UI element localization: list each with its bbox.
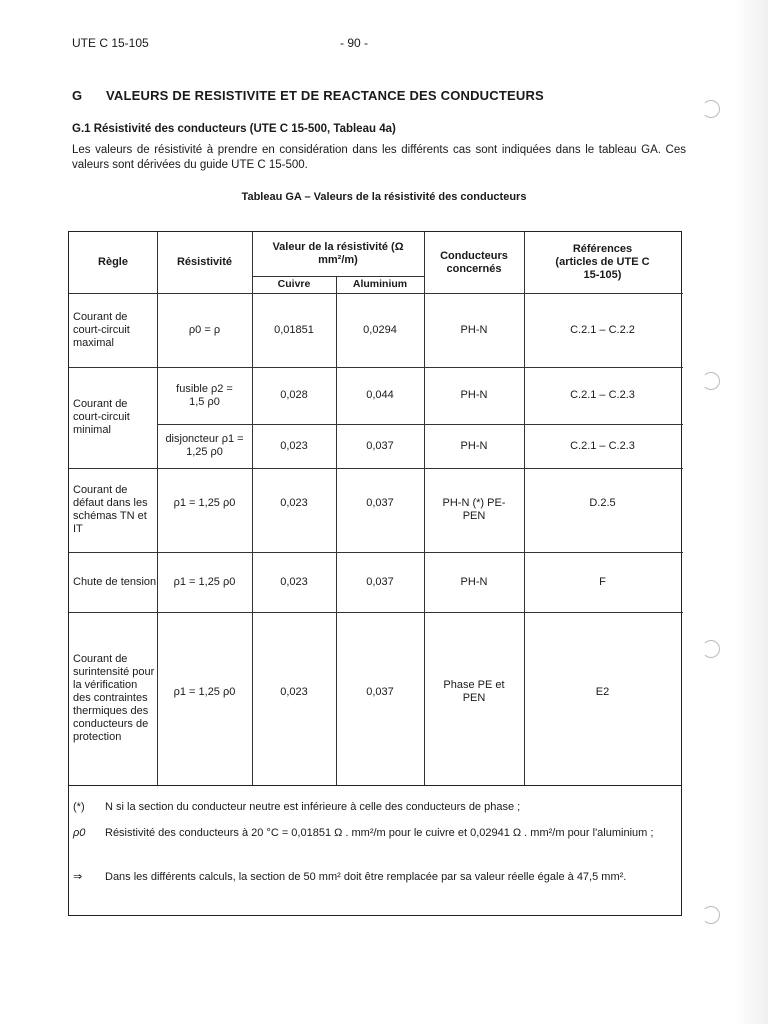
- resistivity-table: [68, 231, 682, 786]
- note-text: Dans les différents calculs, la section de 50 mm² doit être remplacée par sa valeur réelle égale à 47,5 mm².: [105, 871, 627, 883]
- row3-conducteurs: PH-N: [460, 439, 488, 452]
- row1-conducteurs: PH-N: [460, 323, 488, 336]
- row1-resistivite: ρ0 = ρ: [188, 323, 221, 336]
- row1-cuivre: 0,01851: [274, 323, 314, 336]
- note-text: Résistivité des conducteurs à 20 °C = 0,01851 Ω . mm²/m pour le cuivre et 0,02941 Ω . mm²/m pour l'aluminium ;: [105, 827, 654, 839]
- row1-aluminium: 0,0294: [363, 323, 397, 336]
- row6-conducteurs: Phase PE et PEN: [443, 679, 505, 704]
- document-reference: UTE C 15-105: [72, 36, 149, 50]
- row5-aluminium: 0,037: [366, 575, 394, 588]
- header-valeur: Valeur de la résistivité (Ω mm²/m): [272, 241, 404, 266]
- header-regle: Règle: [98, 256, 128, 268]
- page-number: - 90 -: [340, 36, 369, 50]
- header-aluminium: Aluminium: [352, 278, 408, 290]
- row3-references: C.2.1 – C.2.3: [570, 439, 635, 452]
- row2-cuivre: 0,028: [280, 389, 308, 401]
- row5-references: F: [599, 575, 606, 588]
- row2-aluminium: 0,044: [366, 389, 394, 401]
- row2-references: C.2.1 – C.2.3: [570, 389, 635, 401]
- row4-cuivre: 0,023: [280, 496, 308, 509]
- row3-cuivre: 0,023: [280, 439, 308, 452]
- binder-hole-mark: [702, 100, 720, 118]
- binder-hole-mark: [702, 640, 720, 658]
- row4-regle: Courant de défaut dans les schémas TN et IT: [73, 484, 148, 535]
- row5-cuivre: 0,023: [280, 575, 308, 588]
- note-symbol: (*): [73, 801, 85, 813]
- note-text: N si la section du conducteur neutre est inférieure à celle des conducteurs de phase ;: [105, 801, 521, 813]
- row5-regle: Chute de tension: [73, 575, 157, 588]
- row6-resistivite: ρ1 = 1,25 ρ0: [173, 685, 236, 698]
- row3-aluminium: 0,037: [366, 439, 394, 452]
- row4-references: D.2.5: [589, 496, 616, 509]
- row4-aluminium: 0,037: [366, 496, 394, 509]
- section-title: VALEURS DE RESISTIVITE ET DE REACTANCE DES CONDUCTEURS: [106, 88, 544, 103]
- row2-regle: Courant de court-circuit minimal: [73, 398, 130, 436]
- page-edge-shadow: [734, 0, 768, 1024]
- header-resistivite: Résistivité: [176, 256, 233, 268]
- row6-cuivre: 0,023: [280, 685, 308, 698]
- row6-aluminium: 0,037: [366, 685, 394, 698]
- row1-references: C.2.1 – C.2.2: [570, 323, 635, 336]
- note-symbol: ρ0: [73, 827, 86, 839]
- row4-resistivite: ρ1 = 1,25 ρ0: [173, 496, 236, 509]
- intro-paragraph: Les valeurs de résistivité à prendre en considération dans les différents cas sont indiquées dans le tableau GA. Ces valeurs sont dérivées du guide UTE C 15-500.: [72, 144, 686, 171]
- row2-conducteurs: PH-N: [460, 389, 488, 401]
- row3-resistivite: disjoncteur ρ1 = 1,25 ρ0: [165, 433, 244, 458]
- row6-references: E2: [595, 685, 610, 698]
- binder-hole-mark: [702, 372, 720, 390]
- header-references: Références (articles de UTE C 15-105): [555, 243, 650, 281]
- note-symbol: ⇒: [73, 871, 83, 883]
- row4-conducteurs: PH-N (*) PE-PEN: [442, 497, 506, 522]
- header-cuivre: Cuivre: [277, 278, 311, 290]
- row5-conducteurs: PH-N: [460, 575, 488, 588]
- binder-hole-mark: [702, 906, 720, 924]
- table-notes: [68, 785, 682, 916]
- row2-resistivite: fusible ρ2 = 1,5 ρ0: [176, 382, 233, 408]
- row5-resistivite: ρ1 = 1,25 ρ0: [173, 575, 236, 588]
- subsection-title: G.1 Résistivité des conducteurs (UTE C 15-500, Tableau 4a): [72, 123, 396, 135]
- row6-regle: Courant de surintensité pour la vérification des contraintes thermiques des conducteurs de protection: [73, 653, 155, 743]
- row1-regle: Courant de court-circuit maximal: [73, 310, 130, 349]
- header-conducteurs: Conducteurs concernés: [440, 249, 508, 275]
- table-caption: Tableau GA – Valeurs de la résistivité des conducteurs: [241, 191, 527, 203]
- section-letter: G: [72, 88, 83, 103]
